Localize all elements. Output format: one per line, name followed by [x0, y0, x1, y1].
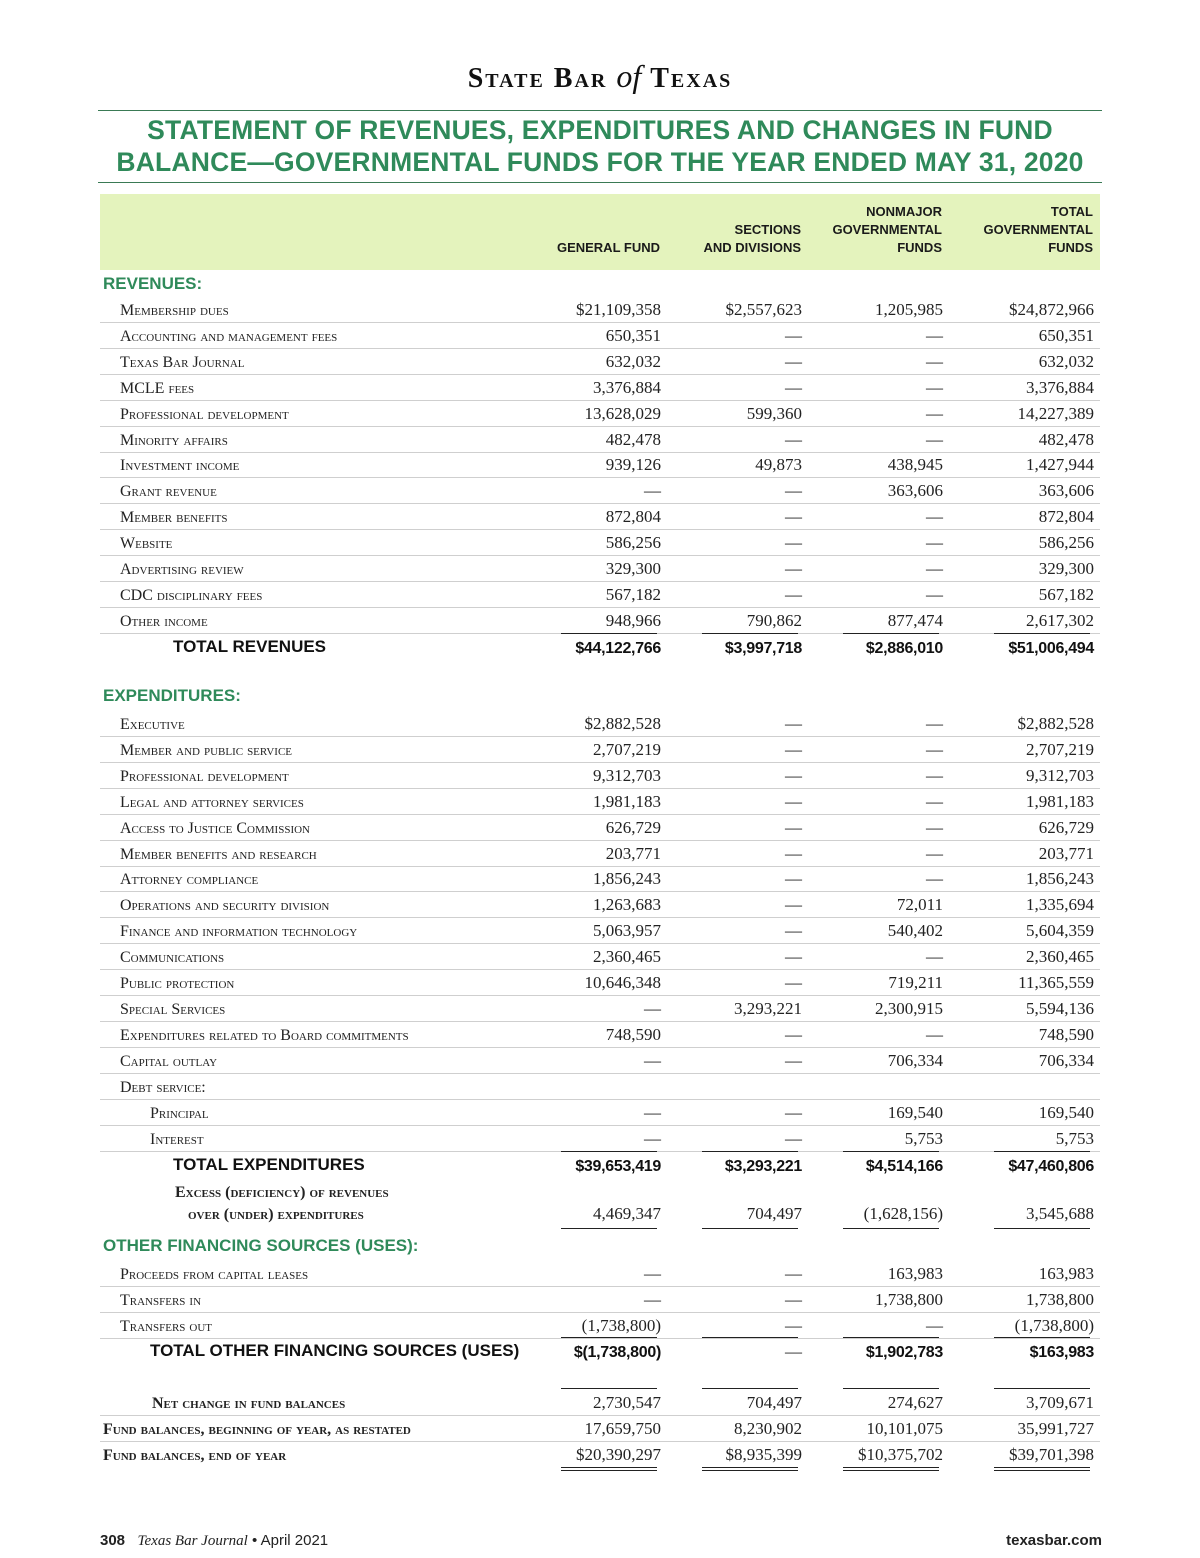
cell-nonmajor: —: [926, 404, 943, 423]
expenditure-row: [100, 788, 1100, 815]
cell-total: 9,312,703: [1026, 766, 1094, 785]
revenue-row: [100, 607, 1100, 634]
row-label: Public protection: [120, 975, 235, 992]
expenditure-row: [100, 736, 1100, 763]
cell-general-fund: $20,390,297: [576, 1445, 661, 1464]
cell-sections: —: [785, 585, 802, 604]
row-label: Operations and security division: [120, 897, 330, 914]
row-label: Membership dues: [120, 302, 229, 319]
excess-underline-nonmajor: [843, 1228, 939, 1229]
row-label: Member benefits and research: [120, 846, 317, 863]
row-label: Finance and information technology: [120, 923, 358, 940]
cell-total: $2,882,528: [1017, 714, 1094, 733]
cell-nonmajor: 540,402: [887, 921, 943, 940]
site-link[interactable]: texasbar.com: [1006, 1532, 1102, 1549]
cell-sections: $3,293,221: [724, 1158, 802, 1175]
row-label: Professional development: [120, 406, 289, 423]
cell-nonmajor: —: [926, 378, 943, 397]
cell-general-fund: 2,707,219: [593, 740, 661, 759]
cell-total: 586,256: [1038, 533, 1094, 552]
cell-general-fund: 650,351: [605, 326, 661, 345]
row-label: Special Services: [120, 1001, 226, 1018]
cell-sections: —: [785, 326, 802, 345]
cell-general-fund: 203,771: [605, 844, 661, 863]
total-revenues-row: [100, 634, 1100, 660]
expenditure-row: [100, 814, 1100, 841]
revenue-row: [100, 322, 1100, 349]
revenue-row: [100, 581, 1100, 608]
cell-total: 748,590: [1038, 1025, 1094, 1044]
cell-total: $47,460,806: [1008, 1158, 1094, 1175]
cell-sections: —: [785, 352, 802, 371]
cell-sections: 8,230,902: [734, 1419, 802, 1438]
cell-total: 1,856,243: [1026, 869, 1094, 888]
cell-nonmajor: 2,300,915: [875, 999, 943, 1018]
cell-nonmajor: —: [926, 559, 943, 578]
cell-nonmajor: 72,011: [896, 895, 943, 914]
cell-total: 169,540: [1038, 1103, 1094, 1122]
cell-general-fund: 1,856,243: [593, 869, 661, 888]
cell-total: 329,300: [1038, 559, 1094, 578]
cell-general-fund: 939,126: [605, 455, 661, 474]
cell-total: 567,182: [1038, 585, 1094, 604]
cell-nonmajor: —: [926, 818, 943, 837]
cell-total: 1,335,694: [1026, 895, 1094, 914]
cell-total: 363,606: [1038, 481, 1094, 500]
cell-general-fund: 4,469,347: [593, 1204, 661, 1223]
page-footer: [100, 1532, 1102, 1554]
cell-nonmajor: —: [926, 533, 943, 552]
row-label: MCLE fees: [120, 380, 195, 397]
cell-nonmajor: —: [926, 507, 943, 526]
debt-service-item-row: [100, 1125, 1100, 1152]
cell-nonmajor: —: [926, 1316, 943, 1335]
column-header-sections: SECTIONS AND DIVISIONS: [703, 222, 801, 255]
cell-nonmajor: $1,902,783: [865, 1344, 943, 1361]
cell-general-fund: 626,729: [605, 818, 661, 837]
row-label: Expenditures related to Board commitments: [120, 1027, 409, 1044]
cell-sections: $8,935,399: [725, 1445, 802, 1464]
row-label: Fund balances, end of year: [103, 1447, 287, 1464]
cell-nonmajor: 274,627: [887, 1393, 943, 1412]
cell-general-fund: 872,804: [605, 507, 661, 526]
expenditure-row: [100, 710, 1100, 737]
cell-general-fund: —: [644, 1051, 661, 1070]
row-label: Debt service:: [120, 1079, 206, 1096]
cell-general-fund: —: [644, 1264, 661, 1283]
excess-label-line-2: over (under) expenditures: [188, 1206, 364, 1223]
title-line-1: STATEMENT OF REVENUES, EXPENDITURES AND CHANGES IN FUND: [147, 115, 1053, 145]
excess-row: [100, 1180, 1100, 1228]
cell-nonmajor: —: [926, 792, 943, 811]
expenditure-row: [100, 1047, 1100, 1074]
cell-nonmajor: (1,628,156): [863, 1204, 943, 1223]
title-rule-top: [98, 110, 1102, 111]
cell-sections: —: [785, 947, 802, 966]
fund-balance-double-line-general-fund: [561, 1467, 657, 1471]
expenditure-row: [100, 917, 1100, 944]
cell-sections: —: [785, 1103, 802, 1122]
cell-general-fund: 586,256: [605, 533, 661, 552]
cell-general-fund: $44,122,766: [575, 640, 661, 657]
cell-sections: $3,997,718: [724, 640, 802, 657]
cell-general-fund: —: [644, 1103, 661, 1122]
cell-total: 3,376,884: [1026, 378, 1094, 397]
cell-sections: —: [785, 481, 802, 500]
other-financing-row: [100, 1260, 1100, 1287]
cell-sections: —: [785, 430, 802, 449]
cell-sections: —: [785, 1290, 802, 1309]
expenditure-row: [100, 840, 1100, 867]
expenditure-row: [100, 943, 1100, 970]
column-header-general-fund: GENERAL FUND: [556, 240, 660, 255]
cell-general-fund: 948,966: [605, 611, 661, 630]
revenue-row: [100, 529, 1100, 556]
cell-nonmajor: $4,514,166: [865, 1158, 943, 1175]
fund-balance-double-line-nonmajor: [843, 1467, 939, 1471]
fund-balance-beginning-row: [100, 1415, 1100, 1442]
cell-general-fund: 10,646,348: [584, 973, 661, 992]
cell-total: 203,771: [1038, 844, 1094, 863]
cell-total: 2,707,219: [1026, 740, 1094, 759]
cell-sections: —: [785, 1264, 802, 1283]
cell-sections: —: [785, 766, 802, 785]
expenditure-row: [100, 762, 1100, 789]
page-title: [100, 114, 1100, 178]
cell-total: 706,334: [1038, 1051, 1094, 1070]
section-revenues: REVENUES:: [103, 274, 203, 293]
expenditure-row: [100, 891, 1100, 918]
cell-nonmajor: —: [926, 740, 943, 759]
cell-total: 3,709,671: [1026, 1393, 1094, 1412]
row-total-label: TOTAL EXPENDITURES: [173, 1155, 365, 1174]
cell-sections: $2,557,623: [725, 300, 802, 319]
cell-total: $163,983: [1029, 1344, 1094, 1361]
row-label: Other income: [120, 613, 208, 630]
cell-general-fund: (1,738,800): [581, 1316, 661, 1335]
cell-sections: —: [785, 507, 802, 526]
cell-nonmajor: 169,540: [887, 1103, 943, 1122]
row-label: Fund balances, beginning of year, as restated: [103, 1421, 411, 1438]
cell-nonmajor: —: [926, 1025, 943, 1044]
cell-total: 650,351: [1038, 326, 1094, 345]
cell-total: $24,872,966: [1009, 300, 1094, 319]
cell-general-fund: $21,109,358: [576, 300, 661, 319]
cell-sections: 49,873: [755, 455, 802, 474]
cell-general-fund: 3,376,884: [593, 378, 661, 397]
revenue-row: [100, 477, 1100, 504]
cell-general-fund: 13,628,029: [584, 404, 661, 423]
cell-nonmajor: 1,205,985: [875, 300, 943, 319]
cell-general-fund: 9,312,703: [593, 766, 661, 785]
cell-nonmajor: 706,334: [887, 1051, 943, 1070]
cell-general-fund: 17,659,750: [584, 1419, 661, 1438]
revenue-row: [100, 555, 1100, 582]
row-label: Legal and attorney services: [120, 794, 304, 811]
row-label: Minority affairs: [120, 432, 228, 449]
row-label: Grant revenue: [120, 483, 217, 500]
cell-nonmajor: $10,375,702: [858, 1445, 943, 1464]
cell-total: 2,617,302: [1026, 611, 1094, 630]
cell-nonmajor: 5,753: [904, 1129, 943, 1148]
cell-general-fund: 329,300: [605, 559, 661, 578]
cell-total: $39,701,398: [1009, 1445, 1094, 1464]
cell-total: 5,753: [1055, 1129, 1094, 1148]
cell-sections: —: [785, 973, 802, 992]
row-total-label: TOTAL REVENUES: [173, 637, 327, 656]
expenditure-row: [100, 1021, 1100, 1048]
excess-underline-total: [994, 1228, 1090, 1229]
cell-general-fund: —: [644, 1129, 661, 1148]
cell-nonmajor: —: [926, 869, 943, 888]
footer-bullet: •: [252, 1532, 258, 1549]
cell-general-fund: 567,182: [605, 585, 661, 604]
cell-sections: —: [785, 1051, 802, 1070]
cell-general-fund: 1,263,683: [593, 895, 661, 914]
cell-total: 632,032: [1038, 352, 1094, 371]
debt-service-row: [100, 1073, 1100, 1100]
cell-nonmajor: 163,983: [887, 1264, 943, 1283]
cell-nonmajor: —: [926, 714, 943, 733]
row-label: Transfers in: [120, 1292, 202, 1309]
cell-total: 11,365,559: [1018, 973, 1094, 992]
row-label: Net change in fund balances: [152, 1395, 346, 1412]
cell-total: 1,738,800: [1026, 1290, 1094, 1309]
cell-sections: —: [785, 740, 802, 759]
cell-nonmajor: —: [926, 326, 943, 345]
row-label: Professional development: [120, 768, 289, 785]
cell-nonmajor: 1,738,800: [875, 1290, 943, 1309]
section-other-financing: OTHER FINANCING SOURCES (USES):: [103, 1236, 419, 1255]
other-financing-row: [100, 1286, 1100, 1313]
net-change-row: [100, 1389, 1100, 1416]
fund-balance-double-line-sections: [702, 1467, 798, 1471]
excess-underline-general-fund: [561, 1228, 657, 1229]
journal-name: Texas Bar Journal: [137, 1533, 248, 1549]
cell-sections: —: [785, 895, 802, 914]
cell-total: 14,227,389: [1017, 404, 1094, 423]
cell-general-fund: 632,032: [605, 352, 661, 371]
cell-total: 2,360,465: [1026, 947, 1094, 966]
row-label: Transfers out: [120, 1318, 213, 1335]
cell-total: (1,738,800): [1014, 1316, 1094, 1335]
cell-sections: —: [785, 1129, 802, 1148]
excess-label-line-1: Excess (deficiency) of revenues: [175, 1184, 389, 1201]
column-header-nonmajor: NONMAJOR GOVERNMENTAL FUNDS: [832, 204, 942, 255]
cell-general-fund: 748,590: [605, 1025, 661, 1044]
cell-sections: 3,293,221: [734, 999, 802, 1018]
revenue-row: [100, 451, 1100, 478]
excess-underline-sections: [702, 1228, 798, 1229]
cell-nonmajor: 877,474: [887, 611, 943, 630]
fund-balance-end-row: [100, 1441, 1100, 1467]
cell-nonmajor: 719,211: [888, 973, 943, 992]
title-rule-bottom: [98, 182, 1102, 183]
cell-nonmajor: 438,945: [887, 455, 943, 474]
cell-total: 3,545,688: [1026, 1204, 1094, 1223]
revenue-row: [100, 426, 1100, 453]
cell-nonmajor: 10,101,075: [866, 1419, 943, 1438]
row-label: Member and public service: [120, 742, 293, 759]
row-label: Advertising review: [120, 561, 244, 578]
cell-nonmajor: —: [926, 766, 943, 785]
cell-total: 626,729: [1038, 818, 1094, 837]
row-label: Executive: [120, 716, 185, 733]
cell-sections: 704,497: [746, 1393, 802, 1412]
row-total-label: TOTAL OTHER FINANCING SOURCES (USES): [150, 1341, 520, 1360]
column-header-band: [100, 194, 1100, 270]
cell-total: 482,478: [1038, 430, 1094, 449]
cell-sections: —: [785, 869, 802, 888]
cell-general-fund: $2,882,528: [584, 714, 661, 733]
cell-sections: —: [785, 921, 802, 940]
revenue-row: [100, 400, 1100, 427]
cell-nonmajor: $2,886,010: [865, 640, 943, 657]
cell-nonmajor: —: [926, 585, 943, 604]
revenue-row: [100, 374, 1100, 401]
cell-sections: —: [785, 818, 802, 837]
cell-nonmajor: —: [926, 947, 943, 966]
cell-total: 35,991,727: [1017, 1419, 1094, 1438]
cell-total: 5,604,359: [1026, 921, 1094, 940]
cell-sections: —: [785, 1025, 802, 1044]
cell-general-fund: 1,981,183: [593, 792, 661, 811]
column-header-total: TOTAL GOVERNMENTAL FUNDS: [983, 204, 1093, 255]
row-label: Communications: [120, 949, 225, 966]
section-expenditures: EXPENDITURES:: [103, 686, 241, 705]
cell-sections: —: [785, 844, 802, 863]
issue-date: April 2021: [260, 1532, 329, 1549]
cell-sections: 790,862: [746, 611, 802, 630]
row-label: Website: [120, 535, 173, 552]
title-line-2: BALANCE—GOVERNMENTAL FUNDS FOR THE YEAR ENDED MAY 31, 2020: [116, 147, 1084, 177]
cell-sections: —: [785, 714, 802, 733]
other-financing-row: [100, 1312, 1100, 1339]
cell-total: $51,006,494: [1008, 640, 1094, 657]
revenue-row: [100, 503, 1100, 530]
cell-sections: —: [785, 559, 802, 578]
cell-general-fund: 5,063,957: [593, 921, 661, 940]
expenditure-row: [100, 995, 1100, 1022]
row-label: Accounting and management fees: [120, 328, 338, 345]
masthead-texas: Texas: [650, 63, 733, 94]
row-label: Principal: [150, 1105, 209, 1122]
revenue-row: [100, 348, 1100, 375]
row-label: Investment income: [120, 457, 240, 474]
row-label: Access to Justice Commission: [120, 820, 311, 837]
fund-balance-double-line-total: [994, 1467, 1090, 1471]
cell-sections: —: [785, 1342, 802, 1361]
expenditure-row: [100, 969, 1100, 996]
cell-sections: —: [785, 792, 802, 811]
total-expenditures-row: [100, 1152, 1100, 1178]
row-label: Texas Bar Journal: [120, 354, 245, 371]
cell-general-fund: —: [644, 481, 661, 500]
row-label: Attorney compliance: [120, 871, 259, 888]
expenditure-row: [100, 865, 1100, 892]
cell-general-fund: 482,478: [605, 430, 661, 449]
row-label: Proceeds from capital leases: [120, 1266, 309, 1283]
masthead: [0, 58, 1200, 95]
cell-nonmajor: —: [926, 844, 943, 863]
masthead-of: of: [616, 58, 642, 94]
cell-general-fund: —: [644, 1290, 661, 1309]
row-label: Member benefits: [120, 509, 228, 526]
cell-nonmajor: —: [926, 352, 943, 371]
cell-general-fund: 2,730,547: [593, 1393, 661, 1412]
row-label: Capital outlay: [120, 1053, 218, 1070]
cell-nonmajor: —: [926, 430, 943, 449]
debt-service-item-row: [100, 1099, 1100, 1126]
cell-sections: 599,360: [746, 404, 802, 423]
cell-sections: 704,497: [746, 1204, 802, 1223]
cell-general-fund: $(1,738,800): [573, 1344, 661, 1361]
masthead-state-bar: State Bar: [467, 63, 608, 94]
total-other-financing-row: [100, 1338, 1100, 1364]
cell-total: 1,427,944: [1026, 455, 1094, 474]
cell-sections: —: [785, 378, 802, 397]
page-number: 308: [100, 1532, 126, 1549]
cell-total: 5,594,136: [1026, 999, 1094, 1018]
cell-sections: —: [785, 533, 802, 552]
cell-general-fund: —: [644, 999, 661, 1018]
row-label: Interest: [150, 1131, 204, 1148]
cell-general-fund: 2,360,465: [593, 947, 661, 966]
cell-total: 872,804: [1038, 507, 1094, 526]
cell-nonmajor: 363,606: [887, 481, 943, 500]
cell-total: 163,983: [1038, 1264, 1094, 1283]
revenue-row: [100, 296, 1100, 323]
row-label: CDC disciplinary fees: [120, 587, 263, 604]
cell-sections: —: [785, 1316, 802, 1335]
cell-total: 1,981,183: [1026, 792, 1094, 811]
cell-general-fund: $39,653,419: [575, 1158, 661, 1175]
